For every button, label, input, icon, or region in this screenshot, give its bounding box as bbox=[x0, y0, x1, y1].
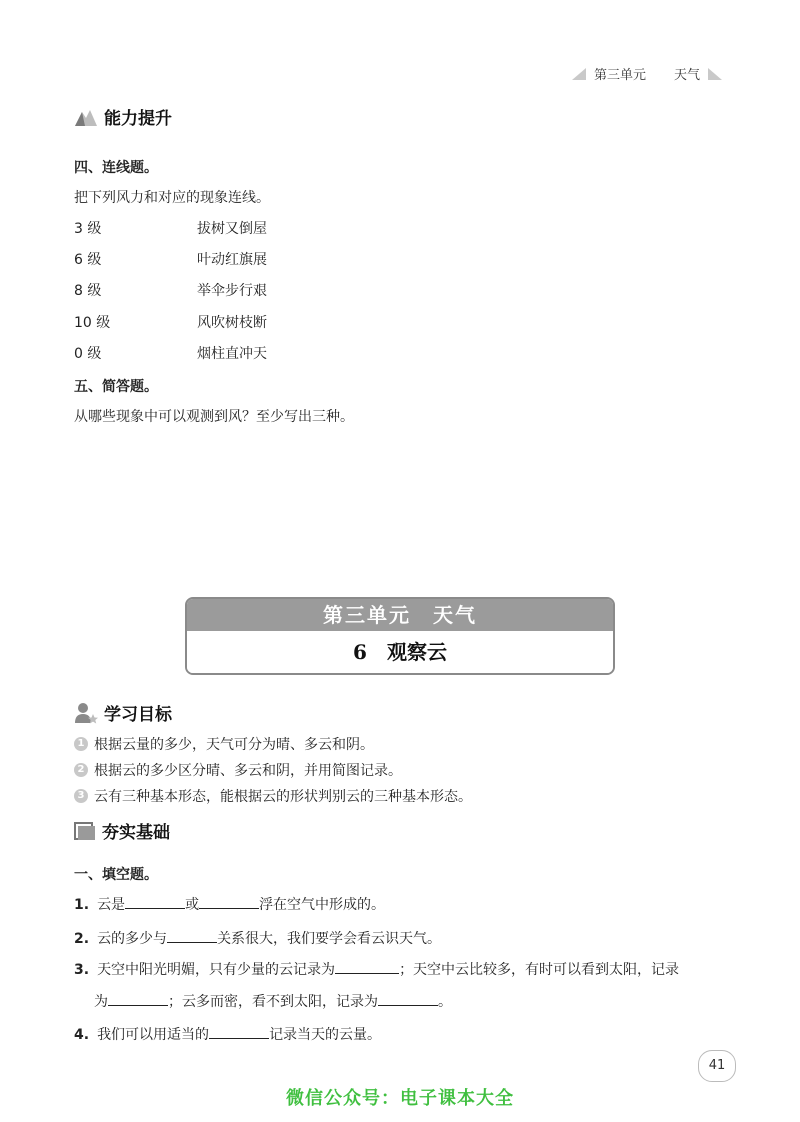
wind-level: 3 级 bbox=[74, 221, 102, 237]
question-text: ；云多而密，看不到太阳，记录为 bbox=[168, 994, 378, 1010]
banner-unit-title: 第三单元 天气 bbox=[187, 599, 613, 631]
basics-heading bbox=[74, 818, 170, 843]
wind-level: 6 级 bbox=[74, 252, 102, 268]
goal-number: 2 bbox=[74, 763, 88, 777]
goal-item bbox=[74, 734, 374, 754]
fill-question-3 bbox=[74, 959, 679, 979]
goal-number: 3 bbox=[74, 789, 88, 803]
book-icon bbox=[74, 821, 96, 841]
answer-blank[interactable] bbox=[167, 928, 217, 943]
q4-title: 四、连线题。 bbox=[74, 160, 158, 176]
student-icon bbox=[74, 702, 98, 724]
wind-phenomenon: 拔树又倒屋 bbox=[197, 221, 267, 237]
question-number: 2. bbox=[74, 931, 90, 947]
question-text: 云是 bbox=[97, 897, 126, 913]
answer-blank[interactable] bbox=[108, 991, 168, 1006]
question-number: 1. bbox=[74, 897, 90, 913]
fill-question-1 bbox=[74, 894, 385, 914]
question-text: 关系很大，我们要学会看云识天气。 bbox=[217, 931, 442, 947]
section-ability-heading bbox=[74, 104, 172, 129]
basics-title: 夯实基础 bbox=[102, 823, 170, 843]
answer-blank[interactable] bbox=[209, 1024, 269, 1039]
header-right-triangle-icon bbox=[708, 68, 722, 80]
header-left-triangle-icon bbox=[572, 68, 586, 80]
fill-question-2 bbox=[74, 928, 441, 948]
question-text: 。 bbox=[438, 994, 452, 1010]
goals-heading bbox=[74, 700, 172, 725]
answer-blank[interactable] bbox=[199, 894, 259, 909]
question-text: 浮在空气中形成的。 bbox=[259, 897, 386, 913]
fill-title: 一、填空题。 bbox=[74, 867, 158, 883]
goal-text: 根据云的多少区分晴、多云和阴，并用简图记录。 bbox=[94, 763, 402, 779]
fill-question-3-cont bbox=[94, 991, 452, 1011]
question-text: 云的多少与 bbox=[97, 931, 168, 947]
page-number: 41 bbox=[698, 1050, 736, 1082]
goal-item bbox=[74, 786, 472, 806]
watermark-text: 微信公众号：电子课本大全 bbox=[286, 1088, 514, 1109]
q5-question: 从哪些现象中可以观测到风？至少写出三种。 bbox=[74, 409, 354, 425]
question-text: 为 bbox=[94, 994, 108, 1010]
matching-list bbox=[74, 218, 374, 378]
wind-phenomenon: 烟柱直冲天 bbox=[197, 346, 267, 362]
wind-level: 10 级 bbox=[74, 315, 111, 331]
goal-item bbox=[74, 760, 402, 780]
q5-title: 五、简答题。 bbox=[74, 379, 158, 395]
wind-phenomenon: 风吹树枝断 bbox=[197, 315, 267, 331]
question-text: 我们可以用适当的 bbox=[97, 1027, 210, 1043]
banner-lesson-title: 6 观察云 bbox=[187, 631, 613, 673]
answer-blank[interactable] bbox=[125, 894, 185, 909]
answer-blank[interactable] bbox=[335, 959, 399, 974]
unit-banner bbox=[185, 597, 615, 675]
question-text: ；天空中云比较多，有时可以看到太阳，记录 bbox=[399, 962, 680, 978]
goal-text: 根据云量的多少，天气可分为晴、多云和阴。 bbox=[94, 737, 374, 753]
question-number: 3. bbox=[74, 962, 90, 978]
goals-title: 学习目标 bbox=[104, 705, 172, 725]
header-topic: 天气 bbox=[673, 68, 700, 83]
question-text: 或 bbox=[185, 897, 200, 913]
q4-instruction: 把下列风力和对应的现象连线。 bbox=[74, 190, 270, 206]
section-ability-title: 能力提升 bbox=[104, 109, 172, 129]
running-header bbox=[572, 64, 722, 83]
goal-number: 1 bbox=[74, 737, 88, 751]
wind-phenomenon: 叶动红旗展 bbox=[197, 252, 267, 268]
answer-blank[interactable] bbox=[378, 991, 438, 1006]
wind-level: 0 级 bbox=[74, 346, 102, 362]
fill-question-4 bbox=[74, 1024, 381, 1044]
question-text: 天空中阳光明媚，只有少量的云记录为 bbox=[97, 962, 336, 978]
wind-level: 8 级 bbox=[74, 283, 102, 299]
mountain-icon bbox=[74, 107, 98, 127]
goal-text: 云有三种基本形态，能根据云的形状判别云的三种基本形态。 bbox=[94, 789, 472, 805]
wind-phenomenon: 举伞步行艰 bbox=[197, 283, 267, 299]
question-number: 4. bbox=[74, 1027, 90, 1043]
question-text: 记录当天的云量。 bbox=[269, 1027, 382, 1043]
header-unit: 第三单元 bbox=[593, 68, 646, 83]
